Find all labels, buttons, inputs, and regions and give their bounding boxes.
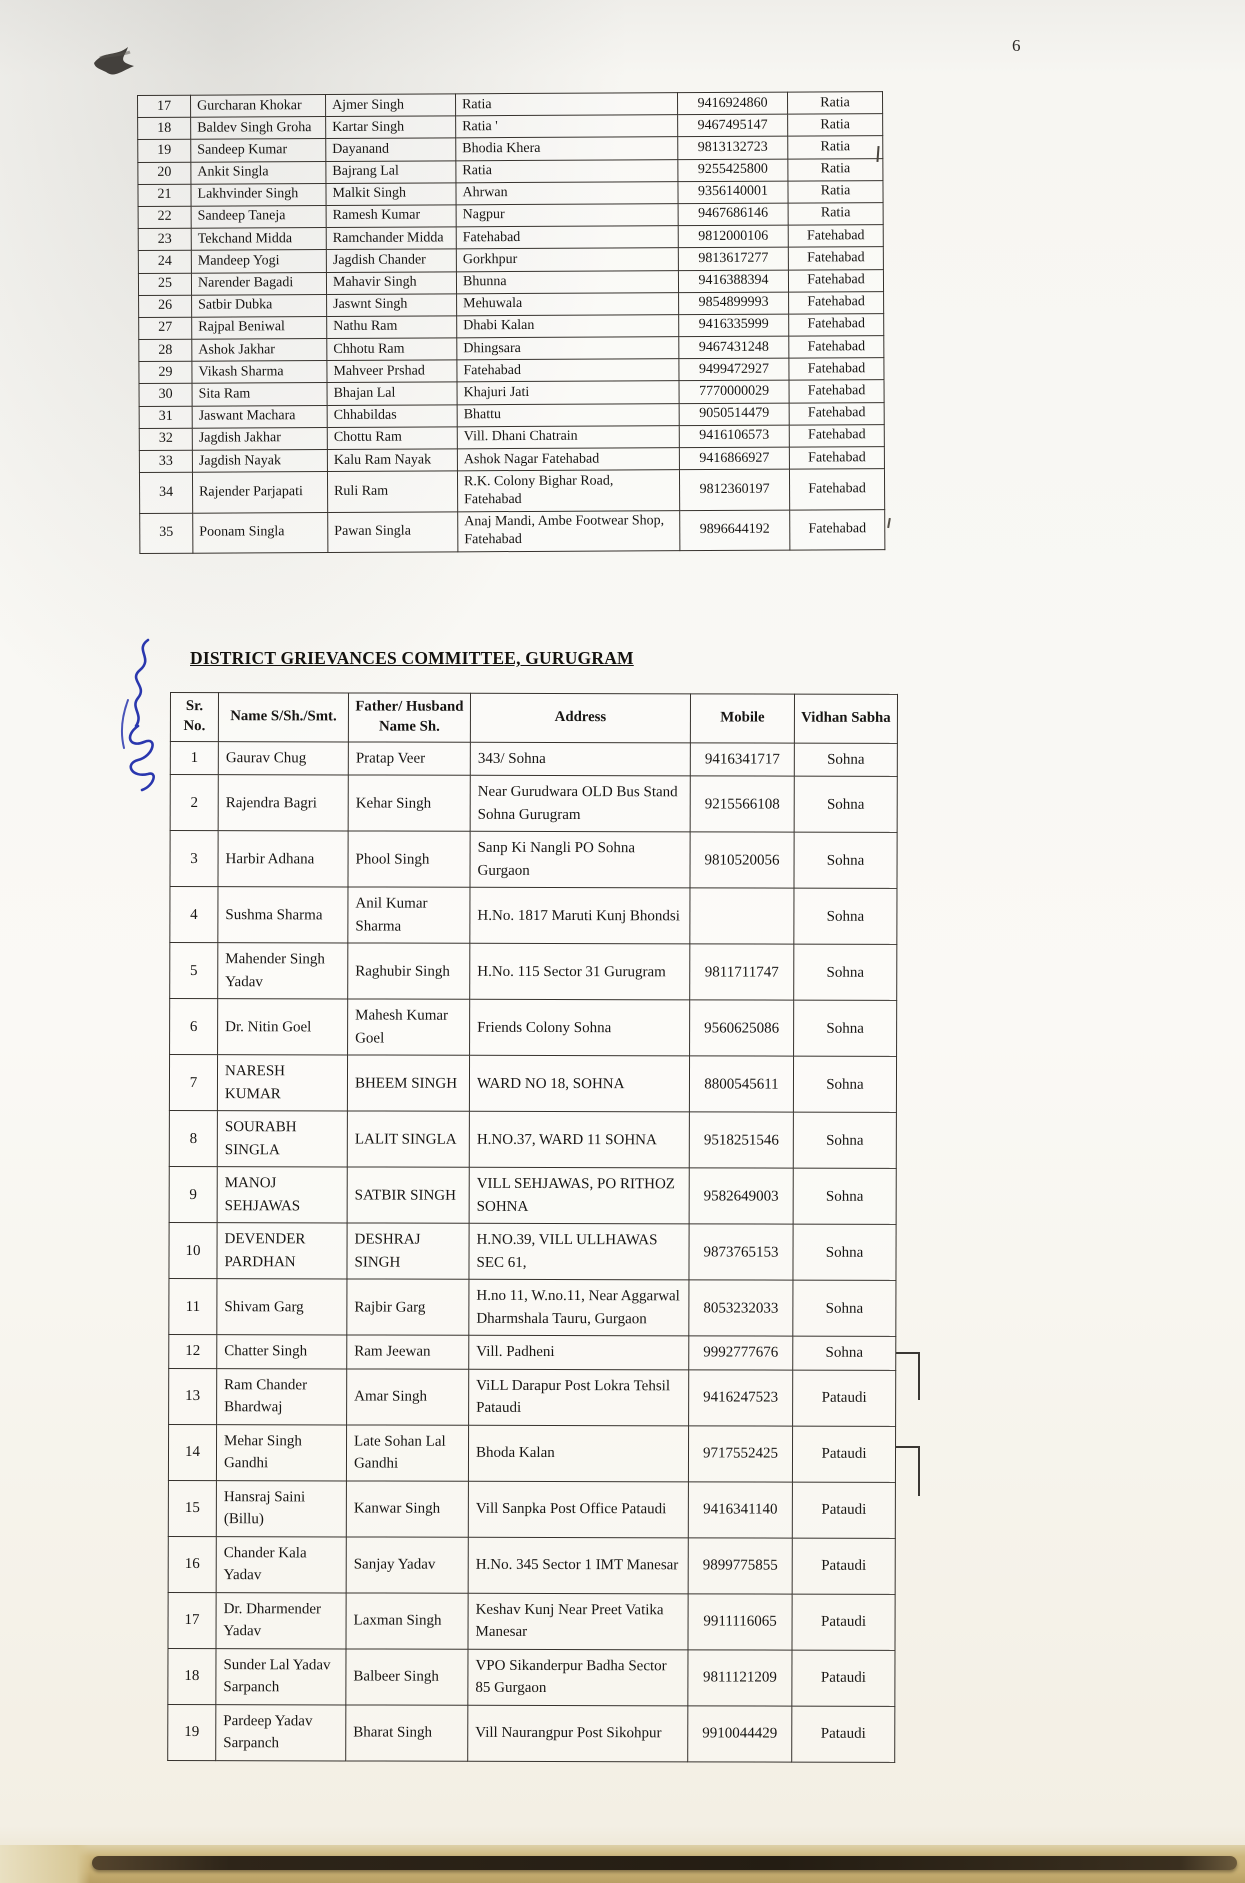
name-cell: Sunder Lal Yadav Sarpanch	[216, 1649, 346, 1705]
name-cell: Ankit Singla	[191, 161, 326, 184]
name-cell: Sandeep Kumar	[191, 139, 326, 162]
sr-cell: 11	[169, 1279, 217, 1335]
mobile-cell: 9416335999	[679, 314, 789, 337]
table-row	[170, 741, 897, 776]
father-cell: Ramesh Kumar	[326, 205, 456, 228]
sr-cell: 16	[168, 1536, 216, 1592]
vidhan-cell: Fatehabad	[789, 313, 884, 336]
address-cell: Fatehabad	[456, 226, 678, 249]
mobile-cell: 8800545611	[689, 1056, 793, 1112]
vidhan-cell: Pataudi	[792, 1594, 895, 1650]
header-sr: Sr. No.	[170, 693, 218, 742]
table-row	[169, 1167, 896, 1225]
address-cell: H.No. 1817 Maruti Kunj Bhondsi	[470, 888, 690, 945]
mobile-cell: 9467431248	[679, 336, 789, 359]
vidhan-cell: Fatehabad	[790, 509, 885, 550]
sr-cell: 9	[169, 1167, 217, 1223]
table-row	[168, 1536, 895, 1594]
father-cell: Malkit Singh	[326, 183, 456, 206]
vidhan-cell: Pataudi	[792, 1538, 895, 1594]
mobile-cell: 9416866927	[679, 447, 789, 470]
name-cell: Pardeep Yadav Sarpanch	[216, 1705, 346, 1761]
mobile-cell: 9416924860	[677, 92, 787, 115]
address-cell: Friends Colony Sohna	[470, 1000, 690, 1057]
name-cell: MANOJ SEHJAWAS	[217, 1167, 347, 1223]
vidhan-cell: Sohna	[794, 833, 897, 889]
table-row	[169, 1055, 896, 1113]
father-cell: Mahavir Singh	[326, 271, 456, 294]
sr-cell: 24	[138, 251, 191, 273]
mobile-cell: 9811711747	[690, 944, 794, 1000]
address-cell: ViLL Darapur Post Lokra Tehsil Pataudi	[469, 1369, 689, 1426]
father-cell: Bajrang Lal	[326, 160, 456, 183]
sr-cell: 1	[170, 741, 218, 775]
table-row	[168, 1424, 895, 1482]
vidhan-cell: Sohna	[794, 889, 897, 945]
address-cell: Gorkhpur	[456, 248, 678, 271]
name-cell: Vikash Sharma	[192, 361, 327, 384]
address-cell: Ahrwan	[456, 181, 678, 204]
mobile-cell: 9499472927	[679, 358, 789, 381]
father-cell: LALIT SINGLA	[347, 1111, 469, 1167]
header-row	[170, 693, 897, 744]
table-row	[169, 1368, 896, 1426]
vidhan-cell: Sohna	[794, 777, 897, 833]
table-row	[170, 999, 897, 1057]
sr-cell: 19	[138, 140, 191, 162]
vidhan-cell: Fatehabad	[789, 447, 884, 470]
vidhan-cell: Pataudi	[792, 1650, 895, 1706]
table-row	[169, 1279, 896, 1337]
father-cell: Raghubir Singh	[348, 943, 470, 999]
address-cell: H.NO.39, VILL ULLHAWAS SEC 61,	[469, 1224, 689, 1281]
vidhan-cell: Fatehabad	[788, 269, 883, 292]
vidhan-cell: Sohna	[793, 1281, 896, 1337]
sr-cell: 18	[168, 1648, 216, 1704]
table-row	[169, 1223, 896, 1281]
mobile-cell: 9467495147	[678, 114, 788, 137]
mobile-cell: 9582649003	[689, 1168, 793, 1224]
name-cell: Hansraj Saini (Billu)	[216, 1481, 346, 1537]
father-cell: Bharat Singh	[346, 1705, 468, 1761]
sr-cell: 14	[168, 1424, 216, 1480]
sr-cell: 23	[138, 228, 191, 250]
name-cell: Rajendra Bagri	[218, 775, 348, 831]
sr-cell: 7	[169, 1055, 217, 1111]
mobile-cell: 9560625086	[690, 1000, 794, 1056]
father-cell: SATBIR SINGH	[347, 1167, 469, 1223]
header-address: Address	[470, 693, 690, 743]
vidhan-cell: Sohna	[794, 945, 897, 1001]
address-cell: Bhattu	[457, 403, 679, 426]
father-cell: Dayanand	[326, 138, 456, 161]
mobile-cell: 9910044429	[688, 1706, 792, 1762]
vidhan-cell: Fatehabad	[789, 469, 884, 510]
name-cell: SOURABH SINGLA	[217, 1111, 347, 1167]
mobile-cell: 9854899993	[679, 292, 789, 315]
father-cell: Balbeer Singh	[346, 1649, 468, 1705]
address-cell: Fatehabad	[457, 359, 679, 382]
table-row	[170, 831, 897, 889]
address-cell: Vill. Dhani Chatrain	[457, 425, 679, 448]
father-cell: Ramchander Midda	[326, 227, 456, 250]
address-cell: Mehuwala	[457, 292, 679, 315]
vidhan-cell: Sohna	[793, 1225, 896, 1281]
mobile-cell: 9896644192	[680, 510, 790, 551]
father-cell: Rajbir Garg	[347, 1279, 469, 1335]
vidhan-cell: Pataudi	[793, 1370, 896, 1426]
scan-edge-shadow	[92, 1856, 1237, 1870]
section-heading: DISTRICT GRIEVANCES COMMITTEE, GURUGRAM	[190, 648, 634, 668]
address-cell: VILL SEHJAWAS, PO RITHOZ SOHNA	[469, 1168, 689, 1225]
address-cell: Dhingsara	[457, 337, 679, 360]
table-row	[168, 1648, 895, 1706]
grievance-table-gurugram	[167, 692, 898, 1763]
sr-cell: 5	[170, 943, 218, 999]
table-row	[140, 509, 885, 553]
table-row	[168, 1592, 895, 1650]
address-cell: 343/ Sohna	[470, 742, 690, 776]
vidhan-cell: Sohna	[793, 1113, 896, 1169]
sr-cell: 17	[138, 95, 191, 117]
sr-cell: 29	[139, 361, 192, 383]
name-cell: Shivam Garg	[217, 1279, 347, 1335]
sr-cell: 21	[138, 184, 191, 206]
header-name: Name S/Sh./Smt.	[218, 693, 348, 742]
name-cell: Lakhvinder Singh	[191, 183, 326, 206]
signature-ink	[114, 636, 172, 796]
name-cell: Rajpal Beniwal	[192, 316, 327, 339]
sr-cell: 31	[139, 406, 192, 428]
address-cell: Vill Naurangpur Post Sikohpur	[468, 1705, 688, 1762]
mobile-cell: 9813132723	[678, 136, 788, 159]
name-cell: Satbir Dubka	[192, 294, 327, 317]
address-cell: Bhunna	[456, 270, 678, 293]
father-cell: Late Sohan Lal Gandhi	[346, 1425, 468, 1481]
father-cell: Pawan Singla	[328, 511, 458, 552]
vidhan-cell: Pataudi	[792, 1706, 895, 1762]
name-cell: Sandeep Taneja	[191, 205, 326, 228]
mobile-cell: 7770000029	[679, 381, 789, 404]
ink-smudge-mark	[90, 44, 142, 82]
vidhan-cell: Fatehabad	[789, 424, 884, 447]
address-cell: H.No. 345 Sector 1 IMT Manesar	[468, 1537, 688, 1594]
father-cell: Kehar Singh	[348, 775, 470, 831]
name-cell: Tekchand Midda	[191, 228, 326, 251]
father-cell: Bhajan Lal	[327, 382, 457, 405]
sr-cell: 6	[170, 999, 218, 1055]
father-cell: DESHRAJ SINGH	[347, 1223, 469, 1279]
address-cell: Bhodia Khera	[456, 137, 678, 160]
sr-cell: 13	[169, 1368, 217, 1424]
scan-edge-gap	[0, 1845, 90, 1883]
name-cell: Jagdish Nayak	[192, 450, 327, 473]
sr-cell: 2	[170, 775, 218, 831]
name-cell: NARESH KUMAR	[217, 1055, 347, 1111]
sr-cell: 28	[139, 339, 192, 361]
vidhan-cell: Pataudi	[792, 1482, 895, 1538]
address-cell: Nagpur	[456, 204, 678, 227]
page-number: 6	[1012, 36, 1021, 55]
sr-cell: 20	[138, 162, 191, 184]
table-row	[139, 469, 884, 513]
father-cell: Laxman Singh	[346, 1593, 468, 1649]
header-mobile: Mobile	[690, 694, 794, 743]
mobile-cell: 9811121209	[688, 1650, 792, 1706]
name-cell: Harbir Adhana	[218, 831, 348, 887]
grievance-table-continuation-wrap	[137, 95, 883, 554]
mobile-cell: 9215566108	[690, 776, 794, 832]
grievance-table-continuation	[137, 91, 885, 554]
address-cell: Anaj Mandi, Ambe Footwear Shop, Fatehabad	[458, 510, 680, 552]
mobile-cell: 9467686146	[678, 203, 788, 226]
father-cell: Ruli Ram	[327, 471, 457, 512]
name-cell: Sushma Sharma	[218, 887, 348, 943]
header-vidhan: Vidhan Sabha	[794, 694, 897, 743]
address-cell: Khajuri Jati	[457, 381, 679, 404]
vidhan-cell: Fatehabad	[788, 225, 883, 248]
sr-cell: 33	[139, 450, 192, 472]
mobile-cell: 9812360197	[679, 469, 789, 510]
table-row	[170, 887, 897, 945]
vidhan-cell: Ratia	[788, 114, 883, 137]
mobile-cell: 9717552425	[688, 1426, 792, 1482]
mobile-cell: 8053232033	[689, 1280, 793, 1336]
address-cell: R.K. Colony Bighar Road, Fatehabad	[457, 470, 679, 512]
father-cell: Jagdish Chander	[326, 249, 456, 272]
name-cell: Sita Ram	[192, 383, 327, 406]
name-cell: Dr. Dharmender Yadav	[216, 1593, 346, 1649]
sr-cell: 12	[169, 1335, 217, 1369]
mobile-cell: 9416106573	[679, 425, 789, 448]
mobile-cell: 9812000106	[678, 225, 788, 248]
mobile-cell: 9416341140	[688, 1482, 792, 1538]
address-cell: H.NO.37, WARD 11 SOHNA	[469, 1112, 689, 1169]
name-cell: Dr. Nitin Goel	[218, 999, 348, 1055]
name-cell: Baldev Singh Groha	[191, 117, 326, 140]
vidhan-cell: Sohna	[794, 743, 897, 777]
mobile-cell: 9255425800	[678, 159, 788, 182]
vidhan-cell: Fatehabad	[789, 402, 884, 425]
pen-bracket-mark	[896, 1352, 920, 1400]
address-cell: Vill. Padheni	[469, 1336, 689, 1370]
address-cell: H.no 11, W.no.11, Near Aggarwal Dharmshala Tauru, Gurgaon	[469, 1280, 689, 1337]
scan-edge-strip	[0, 1845, 1245, 1883]
vidhan-cell: Pataudi	[792, 1426, 895, 1482]
name-cell: Rajender Parjapati	[192, 472, 327, 513]
address-cell: Vill Sanpka Post Office Pataudi	[468, 1481, 688, 1538]
father-cell: Ajmer Singh	[326, 94, 456, 117]
table-row	[170, 775, 897, 833]
mobile-cell: 9518251546	[689, 1112, 793, 1168]
father-cell: Amar Singh	[347, 1369, 469, 1425]
father-cell: Sanjay Yadav	[346, 1537, 468, 1593]
father-cell: Chhotu Ram	[327, 338, 457, 361]
address-cell: Sanp Ki Nangli PO Sohna Gurgaon	[470, 832, 690, 889]
mobile-cell: 9416341717	[690, 743, 794, 777]
name-cell: Chatter Singh	[217, 1335, 347, 1369]
sr-cell: 15	[168, 1480, 216, 1536]
vidhan-cell: Sohna	[794, 1001, 897, 1057]
sr-cell: 8	[169, 1111, 217, 1167]
vidhan-cell: Fatehabad	[789, 336, 884, 359]
name-cell: Poonam Singla	[193, 512, 328, 553]
vidhan-cell: Sohna	[793, 1337, 896, 1371]
vidhan-cell: Ratia	[788, 180, 883, 203]
father-cell: Jaswnt Singh	[327, 294, 457, 317]
mobile-cell: 9810520056	[690, 832, 794, 888]
vidhan-cell: Ratia	[787, 92, 882, 115]
father-cell: Mahesh Kumar Goel	[348, 999, 470, 1055]
mobile-cell: 9416247523	[689, 1370, 793, 1426]
name-cell: Jaswant Machara	[192, 405, 327, 428]
pen-bracket-mark	[896, 1446, 920, 1496]
father-cell: BHEEM SINGH	[347, 1055, 469, 1111]
address-cell: H.No. 115 Sector 31 Gurugram	[470, 944, 690, 1001]
table-row	[169, 1335, 896, 1370]
address-cell: Dhabi Kalan	[457, 315, 679, 338]
sr-cell: 26	[139, 295, 192, 317]
name-cell: Chander Kala Yadav	[216, 1537, 346, 1593]
address-cell: Near Gurudwara OLD Bus Stand Sohna Gurugram	[470, 776, 690, 833]
mobile-cell: 9050514479	[679, 403, 789, 426]
vidhan-cell: Fatehabad	[788, 247, 883, 270]
father-cell: Phool Singh	[348, 831, 470, 887]
sr-cell: 18	[138, 117, 191, 139]
mobile-cell: 9356140001	[678, 181, 788, 204]
sr-cell: 25	[138, 273, 191, 295]
address-cell: VPO Sikanderpur Badha Sector 85 Gurgaon	[468, 1649, 688, 1706]
vidhan-cell: Sohna	[793, 1057, 896, 1113]
name-cell: Narender Bagadi	[191, 272, 326, 295]
address-cell: Bhoda Kalan	[468, 1425, 688, 1482]
mobile-cell: 9873765153	[689, 1224, 793, 1280]
father-cell: Kalu Ram Nayak	[327, 449, 457, 472]
mobile-cell	[690, 888, 794, 944]
name-cell: Mahender Singh Yadav	[218, 943, 348, 999]
sr-cell: 32	[139, 428, 192, 450]
sr-cell: 3	[170, 831, 218, 887]
mobile-cell: 9911116065	[688, 1594, 792, 1650]
vidhan-cell: Sohna	[793, 1169, 896, 1225]
name-cell: Gurcharan Khokar	[191, 95, 326, 118]
mobile-cell: 9899775855	[688, 1538, 792, 1594]
name-cell: Mehar Singh Gandhi	[216, 1425, 346, 1481]
address-cell: Keshav Kunj Near Preet Vatika Manesar	[468, 1593, 688, 1650]
table-row	[169, 1111, 896, 1169]
grievance-table-gurugram-wrap	[170, 692, 898, 1761]
sr-cell: 35	[140, 513, 193, 554]
name-cell: Jagdish Jakhar	[192, 427, 327, 450]
address-cell: Ratia	[455, 93, 677, 116]
mobile-cell: 9813617277	[678, 247, 788, 270]
vidhan-cell: Fatehabad	[789, 291, 884, 314]
vidhan-cell: Ratia	[788, 203, 883, 226]
pen-tick-mark	[887, 518, 891, 528]
address-cell: WARD NO 18, SOHNA	[469, 1056, 689, 1113]
father-cell: Chottu Ram	[327, 427, 457, 450]
father-cell: Ram Jeewan	[347, 1335, 469, 1369]
father-cell: Pratap Veer	[348, 742, 470, 776]
sr-cell: 10	[169, 1223, 217, 1279]
name-cell: Ashok Jakhar	[192, 339, 327, 362]
sr-cell: 34	[139, 472, 192, 513]
table-row	[168, 1704, 895, 1762]
header-father: Father/ Husband Name Sh.	[348, 693, 470, 742]
name-cell: Mandeep Yogi	[191, 250, 326, 273]
vidhan-cell: Fatehabad	[789, 358, 884, 381]
vidhan-cell: Fatehabad	[789, 380, 884, 403]
address-cell: Ratia '	[456, 115, 678, 138]
name-cell: DEVENDER PARDHAN	[217, 1223, 347, 1279]
table-row	[170, 943, 897, 1001]
father-cell: Kanwar Singh	[346, 1481, 468, 1537]
name-cell: Ram Chander Bhardwaj	[217, 1369, 347, 1425]
address-cell: Ashok Nagar Fatehabad	[457, 448, 679, 471]
sr-cell: 22	[138, 206, 191, 228]
mobile-cell: 9416388394	[678, 270, 788, 293]
mobile-cell: 9992777676	[689, 1336, 793, 1370]
father-cell: Anil Kumar Sharma	[348, 887, 470, 943]
sr-cell: 27	[139, 317, 192, 339]
father-cell: Chhabildas	[327, 404, 457, 427]
vidhan-cell: Ratia	[788, 158, 883, 181]
name-cell: Gaurav Chug	[218, 742, 348, 776]
father-cell: Nathu Ram	[327, 316, 457, 339]
father-cell: Kartar Singh	[326, 116, 456, 139]
sr-cell: 19	[168, 1704, 216, 1760]
address-cell: Ratia	[456, 159, 678, 182]
sr-cell: 17	[168, 1592, 216, 1648]
table-row	[168, 1480, 895, 1538]
sr-cell: 4	[170, 887, 218, 943]
sr-cell: 30	[139, 384, 192, 406]
vidhan-cell: Ratia	[788, 136, 883, 159]
father-cell: Mahveer Prshad	[327, 360, 457, 383]
